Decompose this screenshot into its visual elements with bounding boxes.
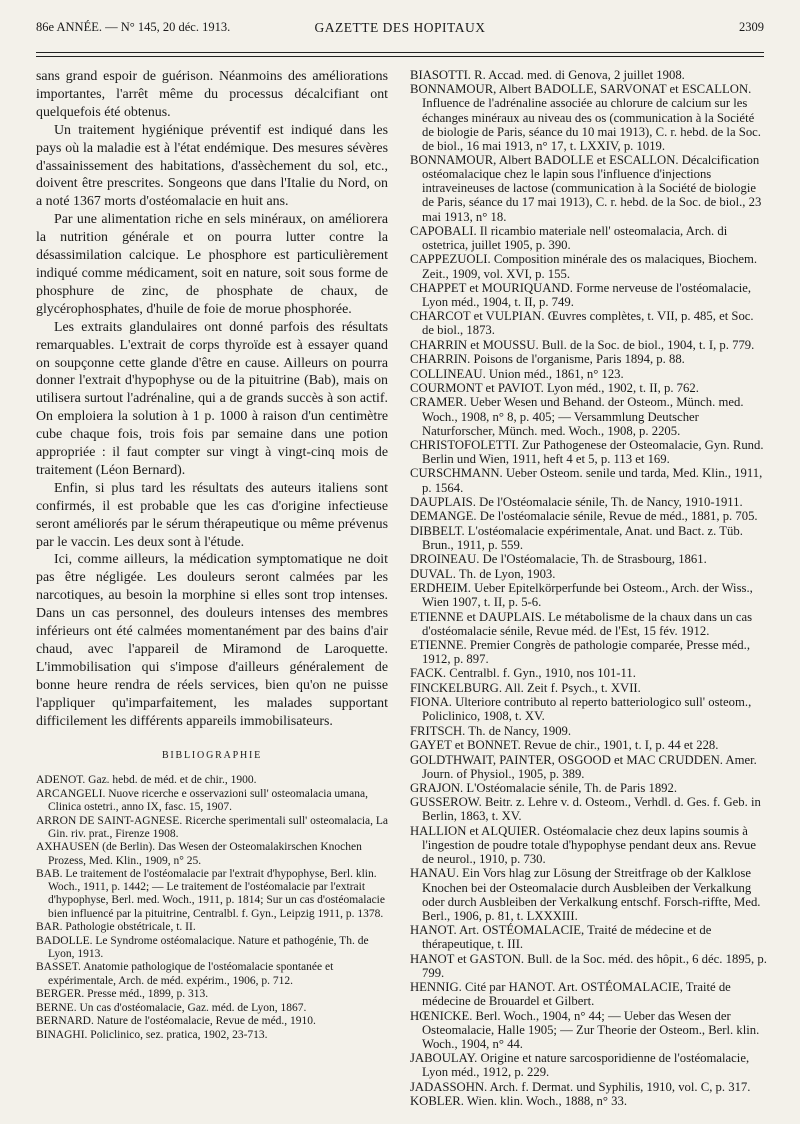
bibliography-entry: CHARRIN et MOUSSU. Bull. de la Soc. de biol., 1904, t. I, p. 779. xyxy=(410,337,755,352)
bibliography-entry: HENNIG. Cité par HANOT. Art. OSTÉOMALACIE, Traité de médecine de Brouardel et Gilbert. xyxy=(410,980,731,1009)
right-column xyxy=(410,68,768,1118)
bibliography-entry: GUSSEROW. Beitr. z. Lehre v. d. Osteom., Verhdl. d. Ges. f. Geb. in Berlin, 1863, t. XV. xyxy=(410,795,761,824)
issue-info: 86e ANNÉE. — N° 145, 20 déc. 1913. xyxy=(36,20,231,34)
bibliography-entry: BAB. Le traitement de l'ostéomalacie par l'extrait d'hypophyse, Berl. klin. Woch., 1911, p. 1442; — Le traitement de l'ostéomalacie par l'extrait d'hypophyse, Berl. med. Woch., 1911, p. 1814; Sur un cas d'ostéomalacie bien influencé par la pituitrine, Centralbl. f. Gyn., Leipzig 1911, p. 1378. xyxy=(36,868,385,920)
bibliography-entry: HŒNICKE. Berl. Woch., 1904, n° 44; — Ueber das Wesen der Osteomalacie, Halle 1905; — Zur Theorie der Osteom., Berl. klin. Woch., 1904, n° 44. xyxy=(410,1008,760,1051)
bibliography-entry: CHRISTOFOLETTI. Zur Pathogenese der Osteomalacie, Gyn. Rund. Berlin und Wien, 1911, heft 4 et 5, p. 113 et 169. xyxy=(410,438,764,467)
bibliography-entry: BAR. Pathologie obstétricale, t. II. xyxy=(36,921,196,934)
bibliography-entry: CHARRIN. Poisons de l'organisme, Paris 1894, p. 88. xyxy=(410,352,685,367)
bibliography-entry: DROINEAU. De l'Ostéomalacie, Th. de Strasbourg, 1861. xyxy=(410,552,707,567)
bibliography-entry: COLLINEAU. Union méd., 1861, n° 123. xyxy=(410,366,624,381)
bibliography-entry: JABOULAY. Origine et nature sarcosporidienne de l'ostéomalacie, Lyon méd., 1912, p. 229. xyxy=(410,1051,750,1080)
header-rule-bottom xyxy=(36,56,764,57)
bibliography-right xyxy=(410,68,768,1108)
bibliography-entry: COURMONT et PAVIOT. Lyon méd., 1902, t. II, p. 762. xyxy=(410,381,699,396)
bibliography-entry: CAPOBALI. Il ricambio materiale nell' osteomalacia, Arch. di ostetrica, juillet 1905, p. 390. xyxy=(410,223,728,253)
running-header xyxy=(0,20,800,42)
bibliography-heading: BIBLIOGRAPHIE xyxy=(161,749,263,761)
bibliography-entry: ARCANGELI. Nuove ricerche e osservazioni sull' osteomalacia umana, Clinica ostetri., anno IX, fasc. 15, 1907. xyxy=(36,787,368,814)
journal-title: GAZETTE DES HOPITAUX xyxy=(314,20,486,35)
bibliography-entry: BADOLLE. Le Syndrome ostéomalacique. Nature et pathogénie, Th. de Lyon, 1913. xyxy=(36,934,369,960)
bibliography-entry: GRAJON. L'Ostéomalacie sénile, Th. de Paris 1892. xyxy=(410,781,678,795)
bibliography-entry: CURSCHMANN. Ueber Osteom. senile und tarda, Med. Klin., 1911, p. 1564. xyxy=(410,466,763,495)
bibliography-entry: GAYET et BONNET. Revue de chir., 1901, t. I, p. 44 et 228. xyxy=(410,738,719,753)
bibliography-entry: BERNARD. Nature de l'ostéomalacie, Revue de méd., 1910. xyxy=(36,1015,316,1028)
bibliography-entry: HALLION et ALQUIER. Ostéomalacie chez deux lapins soumis à l'ingestion de poudre totale d'hypophyse pendant deux ans. Revue de neurol., 1910, p. 730. xyxy=(410,823,757,867)
body-paragraph: sans grand espoir de guérison. Néanmoins des améliorations importantes, l'arrêt même du processus décalcifiant ont quelquefois été obtenus. xyxy=(36,69,388,120)
bibliography-entry: BIASOTTI. R. Accad. med. di Genova, 2 juillet 1908. xyxy=(410,68,685,82)
bibliography-entry: BERNE. Un cas d'ostéomalacie, Gaz. méd. de Lyon, 1867. xyxy=(36,1001,307,1014)
bibliography-entry: KOBLER. Wien. klin. Woch., 1888, n° 33. xyxy=(410,1094,627,1109)
bibliography-entry: DIBBELT. L'ostéomalacie expérimentale, Anat. und Bact. z. Tüb. Brun., 1911, p. 559. xyxy=(410,523,743,552)
body-paragraph: Ici, comme ailleurs, la médication symptomatique ne doit pas être négligée. Les douleurs seront calmées par les narcotiques, au besoin la morphine si elles sont trop intenses. Dans un cas personnel, des douleurs intenses des membres inférieurs ont été calmées momentanément par des bains d'air chaud, avec l'appareil de Miramond de Laroquette. L'immobilisation qui s'impose d'ailleurs généralement de bonne heure rendra de réels services, bien qu'on ne puisse l'appliquer qu'imparfaitement, les malades supportant difficilement les différents appareils immobilisateurs. xyxy=(36,552,388,729)
bibliography-entry: DUVAL. Th. de Lyon, 1903. xyxy=(410,566,556,581)
bibliography-entry: ADENOT. Gaz. hebd. de méd. et de chir., 1900. xyxy=(36,774,257,787)
article-body xyxy=(36,68,388,731)
bibliography-entry: HANOT et GASTON. Bull. de la Soc. méd. des hôpit., 6 déc. 1895, p. 799. xyxy=(410,951,767,980)
bibliography-entry: CHAPPET et MOURIQUAND. Forme nerveuse de l'ostéomalacie, Lyon méd., 1904, t. II, p. 749. xyxy=(410,280,752,309)
page-number: 2309 xyxy=(739,20,764,34)
left-column xyxy=(36,68,388,1118)
body-paragraph: Un traitement hygiénique préventif est indiqué dans les pays où la maladie est à l'état endémique. Des mesures sévères d'assainissement des habitations, d'assèchement du sol, etc., doivent être prescrites. Songeons que dans l'Italie du Nord, on a noté 1367 morts d'ostéomalacie en huit ans. xyxy=(36,122,388,210)
bibliography-entry: ETIENNE et DAUPLAIS. Le métabolisme de la chaux dans un cas d'ostéomalacie sénile, Revue méd. de l'Est, 15 fév. 1912. xyxy=(410,609,753,638)
bibliography-entry: BONNAMOUR, Albert BADOLLE et ESCALLON. Décalcification ostéomalacique chez le lapin sous l'influence d'injections intraveineuses de lactose (communication à la Société de biologie de Paris, séance du 17 mai 1913), C. r. hebd. de la Soc. de biol., 23 mai 1913, n° 18. xyxy=(410,153,762,224)
bibliography-entry: BINAGHI. Policlinico, sez. pratica, 1902, 23-713. xyxy=(36,1028,268,1041)
bibliography-entry: DAUPLAIS. De l'Ostéomalacie sénile, Th. de Nancy, 1910-1911. xyxy=(410,494,743,509)
header-rule-top xyxy=(36,52,764,53)
body-paragraph: Les extraits glandulaires ont donné parfois des résultats remarquables. L'extrait de corps thyroïde est à essayer quand on soupçonne cette glande d'être en cause. Ailleurs on pourra donner l'extrait d'hypophyse ou de la pituitrine (Bab), mais on utilisera surtout l'adrénaline, qui a de grands succès à son actif. On emploiera la solution à 1 p. 1000 à raison d'un centimètre cube chaque fois, trois fois par semaine dans une potion appropriée : il faut compter sur vingt à vingt-cinq mois de traitement (Léon Bernard). xyxy=(36,319,388,478)
bibliography-entry: CHARCOT et VULPIAN. Œuvres complètes, t. VII, p. 485, et Soc. de biol., 1873. xyxy=(410,309,754,338)
bibliography-entry: CRAMER. Ueber Wesen und Behand. der Osteom., Münch. med. Woch., 1908, n° 8, p. 405; — Versammlung Deutscher Naturforscher, Münch. med. Woch., 1908, p. 2205. xyxy=(410,395,744,438)
bibliography-entry: ERDHEIM. Ueber Epitelkörperfunde bei Osteom., Arch. der Wiss., Wien 1907, t. II, p. 5-6. xyxy=(410,581,753,610)
body-paragraph: Enfin, si plus tard les résultats des auteurs italiens sont confirmés, il est probable que les cas d'origine infectieuse seront améliorés par le sérum thérapeutique ou même prévenus par le vaccin. Les deux sont à l'étude. xyxy=(36,480,388,550)
bibliography-entry: DEMANGE. De l'ostéomalacie sénile, Revue de méd., 1881, p. 705. xyxy=(410,509,758,524)
bibliography-entry: ARRON DE SAINT-AGNESE. Ricerche sperimentali sull' osteomalacia, La Gin. riv. prat., Firenze 1908. xyxy=(36,814,388,840)
bibliography-left xyxy=(36,774,388,1041)
body-paragraph: Par une alimentation riche en sels minéraux, on améliorera la nutrition générale et on pourra lutter contre la désassimilation calcique. Le phosphore est particulièrement indiqué comme médicament, soit en nature, soit sous forme de phosphure de zinc, de phosphate de chaux, de glycérophosphates, d'huile de foie de morue phosphorée. xyxy=(36,212,388,317)
bibliography-entry: ETIENNE. Premier Congrès de pathologie comparée, Presse méd., 1912, p. 897. xyxy=(410,637,750,667)
bibliography-entry: CAPPEZUOLI. Composition minérale des os malaciques, Biochem. Zeit., 1909, vol. XVI, p. 155. xyxy=(410,252,758,281)
bibliography-entry: HANOT. Art. OSTÉOMALACIE, Traité de médecine et de thérapeutique, t. III. xyxy=(410,923,712,952)
bibliography-entry: FACK. Centralbl. f. Gyn., 1910, nos 101-11. xyxy=(410,666,636,681)
bibliography-entry: FINCKELBURG. All. Zeit f. Psych., t. XVII. xyxy=(410,680,641,695)
bibliography-entry: GOLDTHWAIT, PAINTER, OSGOOD et MAC CRUDDEN. Amer. Journ. of Physiol., 1905, p. 389. xyxy=(410,752,757,781)
bibliography-entry: BASSET. Anatomie pathologique de l'ostéomalacie spontanée et expérimentale, Arch. de méd. expérim., 1906, p. 712. xyxy=(36,961,334,987)
bibliography-entry: BERGER. Presse méd., 1899, p. 313. xyxy=(36,988,209,1001)
bibliography-entry: FRITSCH. Th. de Nancy, 1909. xyxy=(410,723,572,738)
bibliography-entry: FIONA. Ulteriore contributo al reperto batteriologico sull' osteom., Policlinico, 1908, t. XV. xyxy=(410,695,752,724)
bibliography-entry: HANAU. Ein Vors hlag zur Lösung der Streitfrage ob der Kalklose Knochen bei der Osteomalacie durch Ausbleiben der Verkalkung oder durch Ausbleiben der Verkalkung entschf. Forsch-riffte, Med. Berl., 1906, p. 81, t. LXXXIII. xyxy=(410,866,761,923)
bibliography-entry: BONNAMOUR, Albert BADOLLE, SARVONAT et ESCALLON. Influence de l'adrénaline associée au chlorure de calcium sur les échanges minéraux au niveau des os (communication à la Société de biologie de Paris, séance du 10 mai 1913), C. r. hebd. de la Soc. de biol., 16 mai 1913, n° 17, t. LXXIV, p. 1019. xyxy=(410,82,761,153)
bibliography-entry: JADASSOHN. Arch. f. Dermat. und Syphilis, 1910, vol. C, p. 317. xyxy=(410,1079,751,1094)
bibliography-entry: AXHAUSEN (de Berlin). Das Wesen der Osteomalakirschen Knochen Prozess, Med. Klin., 1909, n° 25. xyxy=(36,841,362,867)
